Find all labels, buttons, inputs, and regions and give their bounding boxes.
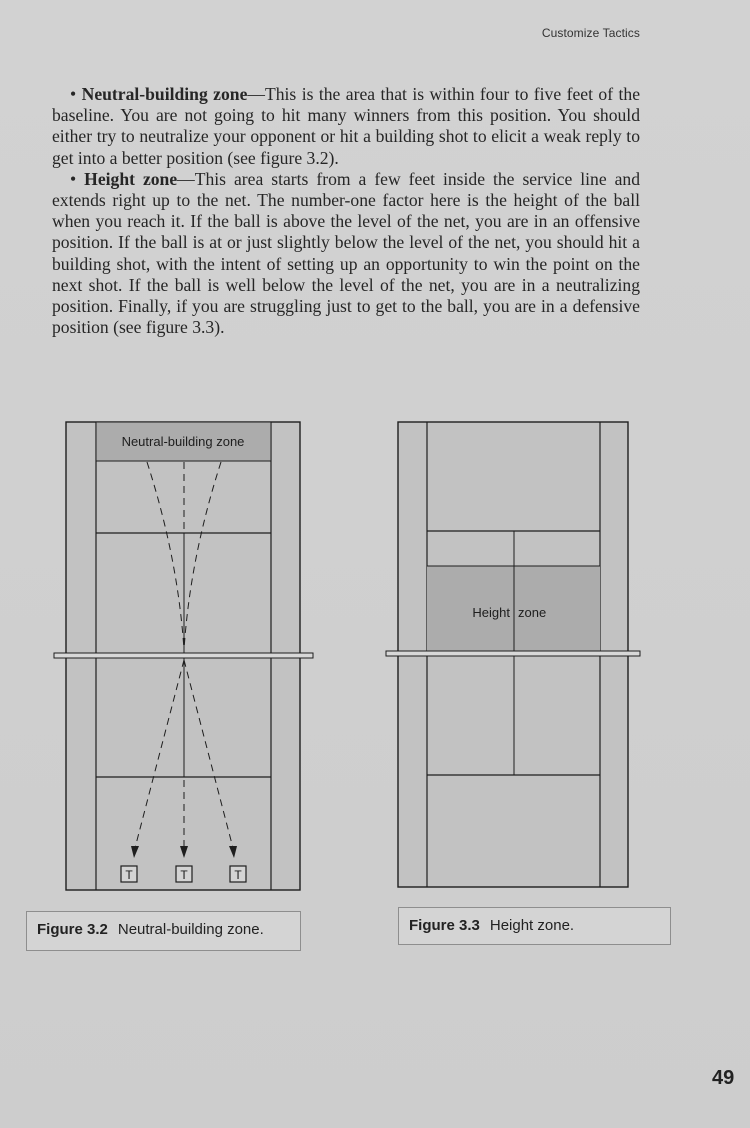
caption-text: Neutral-building zone. — [117, 921, 264, 938]
figure-number: Figure 3.3 — [409, 917, 480, 934]
caption-text: Height zone. — [489, 917, 575, 934]
term-neutral-building: Neutral-building zone — [81, 84, 248, 104]
body-text — [52, 84, 640, 338]
target-label: T — [180, 868, 188, 882]
figure-neutral-building-court — [50, 418, 320, 896]
paragraph-neutral-building — [52, 84, 640, 169]
bullet: • — [70, 84, 77, 104]
figure-height-zone-court — [384, 418, 646, 892]
running-head: Customize Tactics — [541, 26, 640, 40]
caption-figure-3-3 — [398, 907, 671, 945]
zone-label-left: Height — [472, 605, 510, 620]
figure-number: Figure 3.2 — [37, 921, 108, 938]
caption-figure-3-2 — [26, 911, 301, 951]
zone-label: Neutral-building zone — [121, 434, 245, 449]
bullet: • — [70, 168, 77, 189]
paragraph-text: —This area starts from a few feet inside the service line and extends right up to the net. The number-one factor here is the height of the ball when you reach it. If the ball is above the level of the net, you are in an offensive position. If the ball is at or just slightly below the level of the net, you should hit a building shot, with the intent of setting up an opportunity to win the point on the next shot. If the ball is well below the level of the net, you are in a neutralizing position. Finally, if you are struggling just to get to the ball, you are in a defensive position (see figure 3.3). — [52, 168, 640, 338]
target-label: T — [234, 868, 242, 882]
paragraph-height-zone — [52, 169, 640, 339]
paragraph-text: —This is the area that is within four to five feet of the baseline. You are not going to hit many winners from this position. You should either try to neutralize your opponent or hit a building shot to elicit a weak reply to get into a better position (see figure 3.2). — [52, 84, 640, 168]
net — [54, 653, 313, 658]
term-height-zone: Height zone — [84, 168, 178, 189]
target-label: T — [125, 868, 133, 882]
net — [386, 651, 640, 656]
page-number: 49 — [712, 1067, 735, 1089]
zone-label-right: zone — [518, 605, 547, 620]
